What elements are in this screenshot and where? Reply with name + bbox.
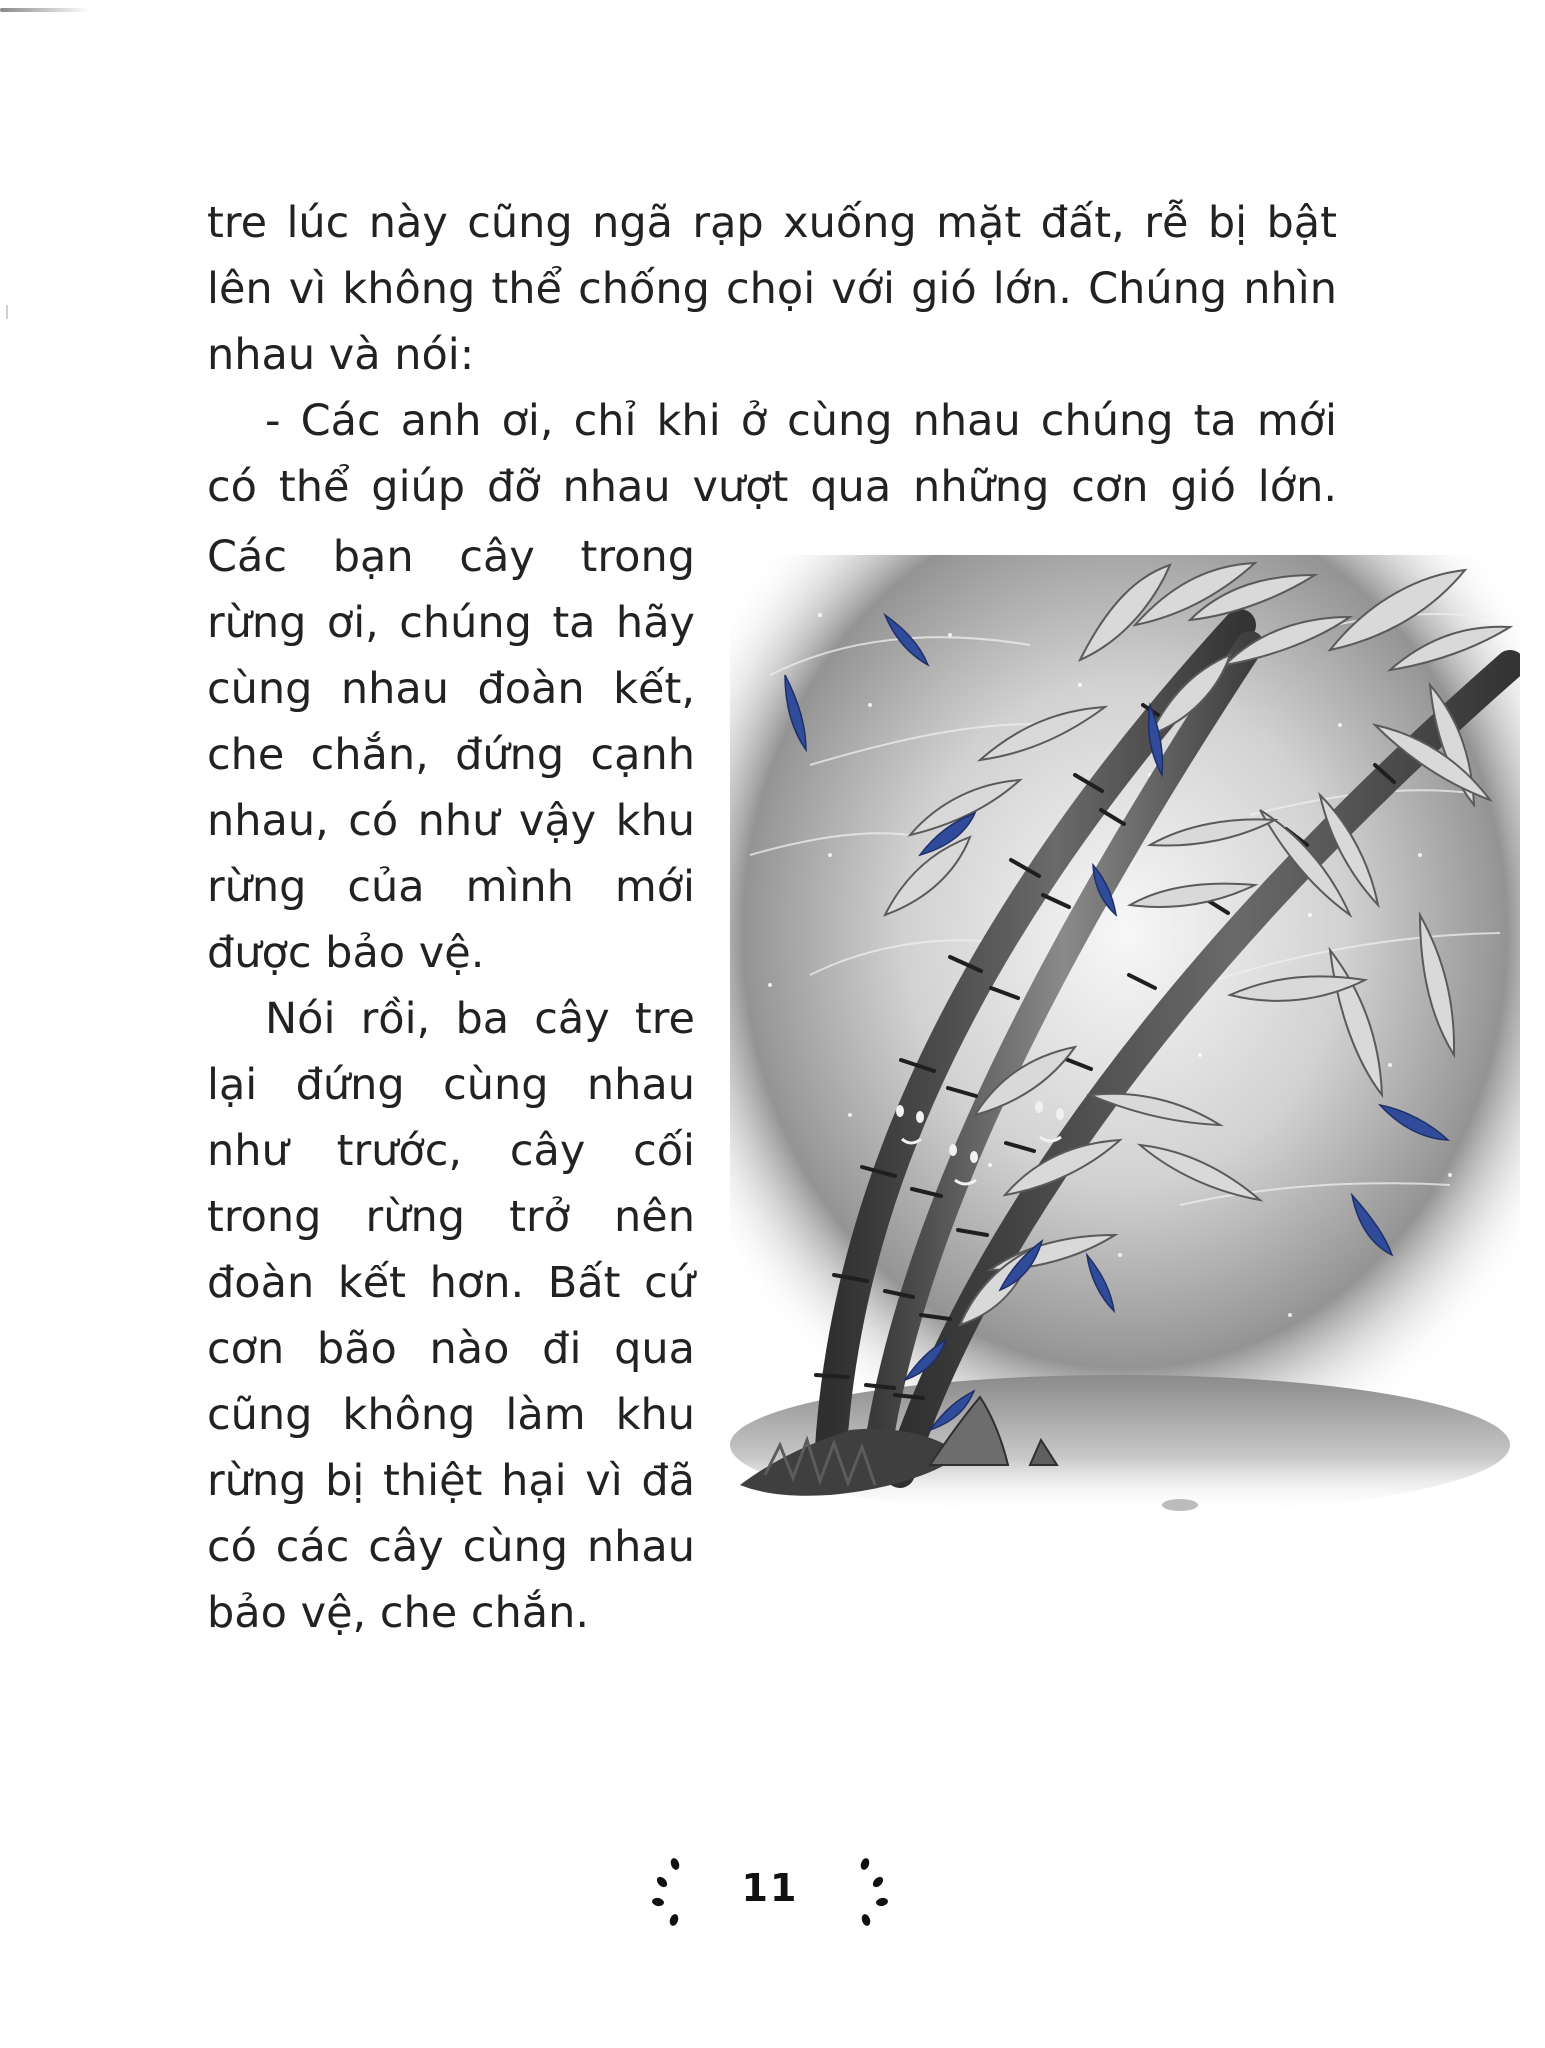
text-line: bảo vệ, che chắn. — [207, 1588, 590, 1638]
page-footer — [620, 1840, 920, 1950]
dialogue-paragraph-continuation — [207, 454, 1337, 520]
text-line: che chắn, đứng cạnh — [207, 730, 695, 780]
text-line: rừng ơi, chúng ta hãy — [207, 598, 695, 648]
text-line: nhau và nói: — [207, 330, 475, 380]
bamboo-storm-illustration — [730, 555, 1520, 1575]
text-line: đoàn kết hơn. Bất cứ — [207, 1258, 695, 1308]
text-line: lại đứng cùng nhau — [207, 1060, 695, 1110]
text-line: nhau, có như vậy khu — [207, 796, 695, 846]
intro-paragraph — [207, 190, 1337, 388]
text-line: Nói rồi, ba cây tre — [265, 994, 695, 1044]
text-line: rừng bị thiệt hại vì đã — [207, 1456, 695, 1506]
text-line: lên vì không thể chống chọi với gió lớn. Chúng nhìn — [207, 264, 1337, 314]
text-line: cũng không làm khu — [207, 1390, 695, 1440]
column-paragraph-2 — [207, 986, 695, 1052]
text-line: có thể giúp đỡ nhau vượt qua những cơn gió lớn. — [207, 462, 1337, 512]
text-line: - Các anh ơi, chỉ khi ở cùng nhau chúng ta mới — [265, 396, 1337, 446]
decorative-dots-right — [840, 1854, 900, 1934]
text-line: như trước, cây cối — [207, 1126, 695, 1176]
story-column-text — [207, 524, 695, 1646]
column-paragraph-2-continuation — [207, 1052, 695, 1646]
scan-edge-mark — [0, 8, 90, 12]
text-line: Các bạn cây trong — [207, 532, 695, 582]
text-line: tre lúc này cũng ngã rạp xuống mặt đất, rễ bị bật — [207, 198, 1337, 248]
column-paragraph-1 — [207, 524, 695, 986]
text-line: cơn bão nào đi qua — [207, 1324, 695, 1374]
story-top-text — [207, 190, 1337, 520]
text-line: trong rừng trở nên — [207, 1192, 695, 1242]
text-line: cùng nhau đoàn kết, — [207, 664, 695, 714]
text-line: rừng của mình mới — [207, 862, 695, 912]
text-line: được bảo vệ. — [207, 928, 485, 978]
text-line: có các cây cùng nhau — [207, 1522, 695, 1572]
scan-side-mark — [6, 305, 8, 319]
page-number: 11 — [741, 1866, 799, 1910]
dialogue-paragraph — [207, 388, 1337, 454]
